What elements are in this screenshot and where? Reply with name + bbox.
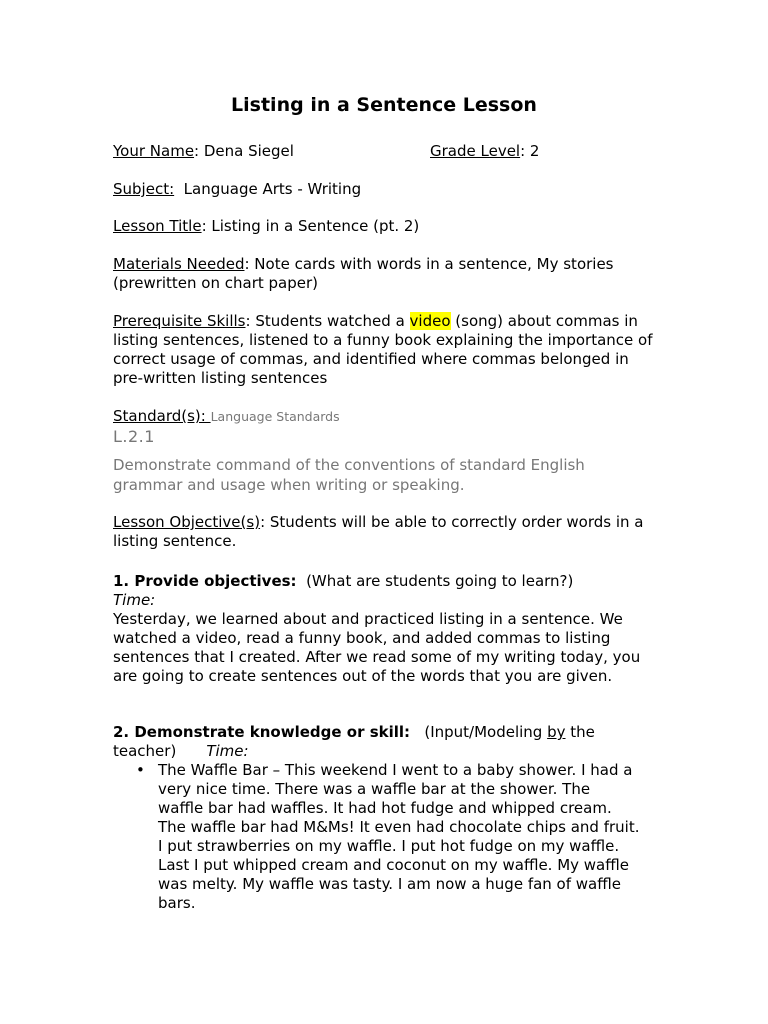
subject-value: Language Arts - Writing	[174, 180, 362, 198]
prereq-line3: correct usage of commas, and identified where commas belonged in	[113, 350, 629, 368]
objective-label: Lesson Objective(s)	[113, 513, 261, 531]
section2-line2: teacher)	[113, 742, 177, 760]
standards-code: L.2.1	[113, 427, 155, 446]
prereq-line2: listing sentences, listened to a funny book explaining the importance of	[113, 331, 653, 349]
section1-line: are going to create sentences out of the words that you are given.	[113, 667, 613, 685]
name-row	[113, 142, 673, 161]
standards-block	[113, 407, 673, 446]
subject-row	[113, 180, 673, 199]
materials-label: Materials Needed	[113, 255, 245, 273]
waffle-bar-bullet	[113, 761, 673, 913]
bullet-line: The waffle bar had M&Ms! It even had chocolate chips and fruit.	[158, 818, 640, 836]
section1-note: (What are students going to learn?)	[296, 572, 574, 590]
bullet-line: bars.	[158, 894, 196, 912]
objective-line2: listing sentence.	[113, 532, 237, 550]
bullet-line: Last I put whipped cream and coconut on my waffle. My waffle	[158, 856, 629, 874]
section1-line: watched a video, read a funny book, and added commas to listing	[113, 629, 611, 647]
prereq-line4: pre-written listing sentences	[113, 369, 328, 387]
section1-heading: 1. Provide objectives:	[113, 572, 297, 590]
section2	[113, 723, 673, 913]
standards-label: Standard(s):	[113, 407, 211, 425]
bullet-dot: •	[136, 761, 145, 779]
standards-desc-line2: grammar and usage when writing or speaking.	[113, 476, 465, 494]
section1	[113, 572, 673, 686]
bullet-line: was melty. My waffle was tasty. I am now a huge fan of waffle	[158, 875, 621, 893]
page-title: Listing in a Sentence Lesson	[231, 94, 537, 116]
bullet-line: I put strawberries on my waffle. I put hot fudge on my waffle.	[158, 837, 620, 855]
materials-line2: (prewritten on chart paper)	[113, 274, 319, 292]
section2-note-by: by	[547, 723, 566, 741]
grade-row	[430, 142, 539, 160]
section2-note-pre: (Input/Modeling	[410, 723, 548, 741]
name-value: : Dena Siegel	[194, 142, 294, 160]
grade-label: Grade Level	[430, 142, 521, 160]
section1-line: Yesterday, we learned about and practiced listing in a sentence. We	[113, 610, 623, 628]
section1-line: sentences that I created. After we read some of my writing today, you	[113, 648, 641, 666]
video-link[interactable]: video	[409, 312, 451, 330]
bullet-line: The Waffle Bar – This weekend I went to a baby shower. I had a	[158, 761, 633, 779]
materials-line1: : Note cards with words in a sentence, My stories	[244, 255, 614, 273]
subject-label: Subject:	[113, 180, 175, 198]
name-label: Your Name	[113, 142, 195, 160]
bullet-line: waffle bar had waffles. It had hot fudge and whipped cream.	[158, 799, 612, 817]
prereq-label: Prerequisite Skills	[113, 312, 246, 330]
section2-heading: 2. Demonstrate knowledge or skill:	[113, 723, 411, 741]
prereq-line1-post: (song) about commas in	[450, 312, 638, 330]
section2-time: Time:	[206, 742, 249, 760]
lesson-title-row	[113, 217, 673, 236]
section2-note-post: the	[565, 723, 595, 741]
materials-block	[113, 255, 673, 293]
standards-desc	[113, 455, 673, 495]
grade-value: : 2	[520, 142, 540, 160]
section1-time: Time:	[113, 591, 156, 609]
lesson-title-label: Lesson Title	[113, 217, 202, 235]
prereq-line1-pre: : Students watched a	[245, 312, 410, 330]
standards-desc-line1: Demonstrate command of the conventions of standard English	[113, 456, 585, 474]
objective-line1: : Students will be able to correctly order words in a	[260, 513, 644, 531]
objective-block	[113, 513, 673, 551]
standards-small: Language Standards	[210, 409, 340, 424]
prereq-block	[113, 312, 673, 388]
bullet-line: very nice time. There was a waffle bar at the shower. The	[158, 780, 591, 798]
lesson-title-value: : Listing in a Sentence (pt. 2)	[201, 217, 420, 235]
